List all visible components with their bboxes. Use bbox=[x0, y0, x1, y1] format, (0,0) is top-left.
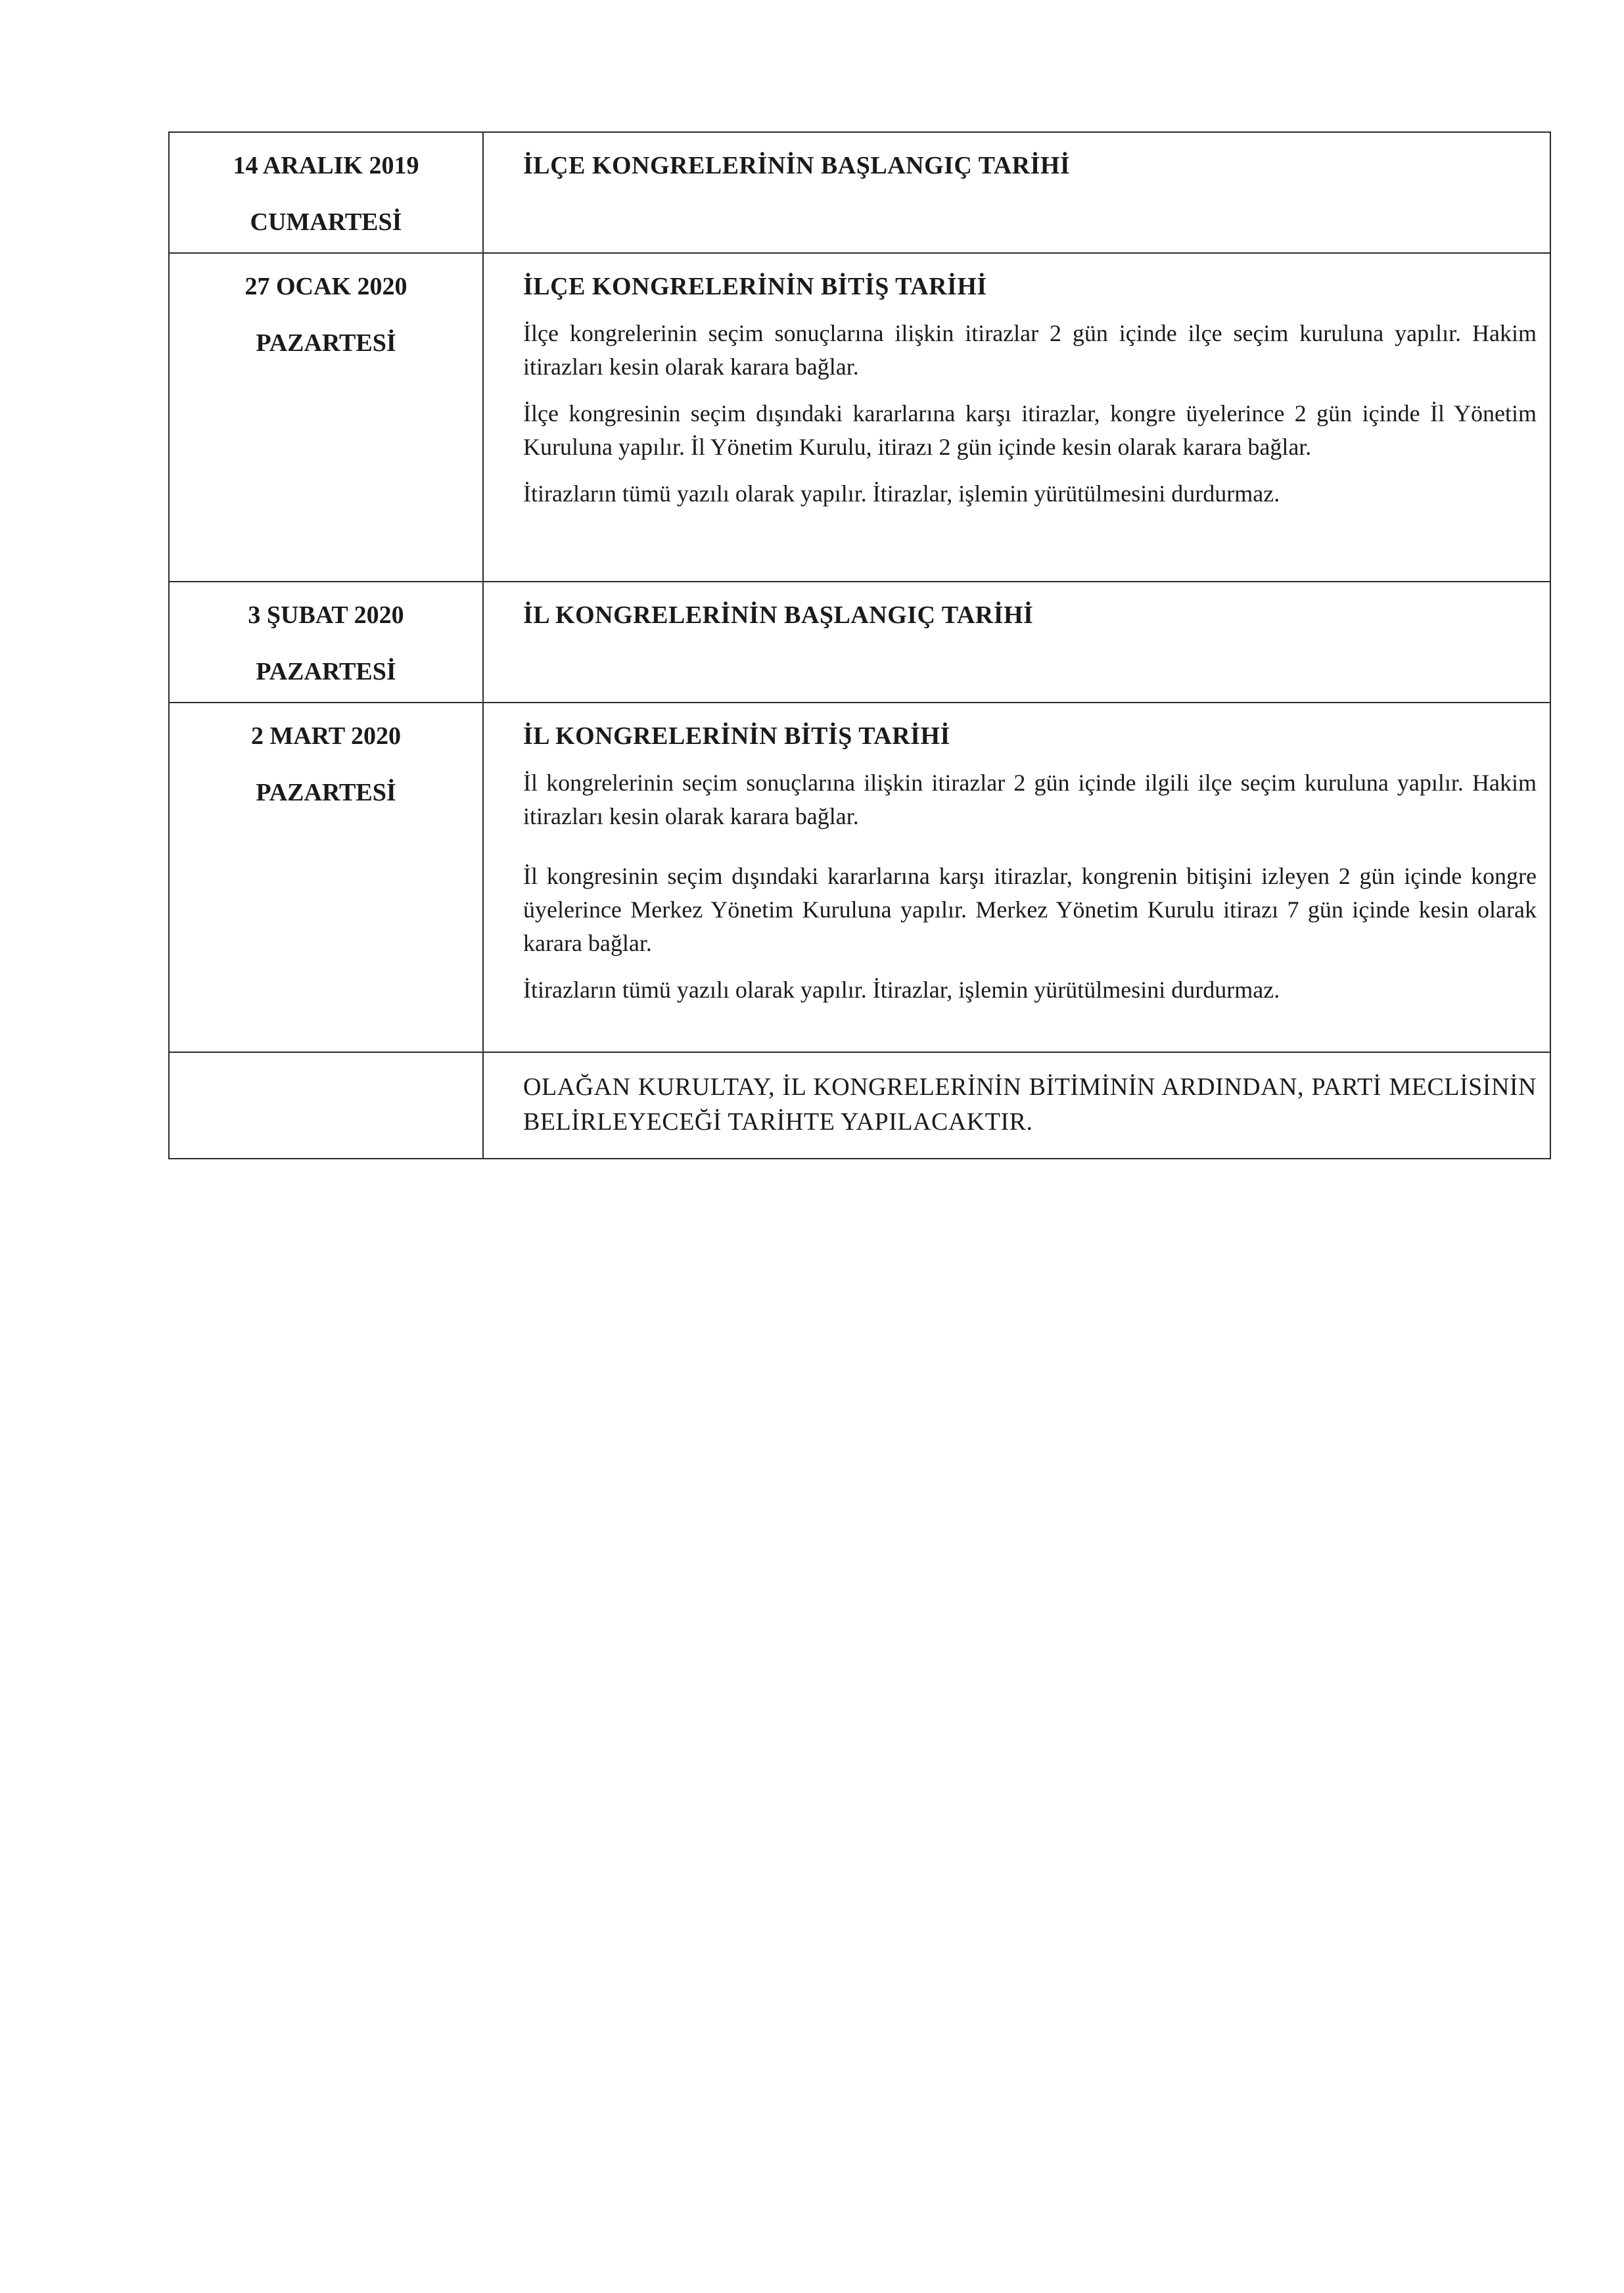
empty-date-cell bbox=[169, 1052, 483, 1159]
table-row bbox=[169, 703, 1550, 1052]
congress-schedule-table bbox=[168, 131, 1551, 1159]
date-cell bbox=[169, 582, 483, 703]
row-paragraph: İl kongrelerinin seçim sonuçlarına ilişkin itirazlar 2 gün içinde ilgili ilçe seçim kuruluna yapılır. Hakim itirazları kesin olarak karara bağlar. bbox=[523, 770, 1537, 829]
description-cell bbox=[483, 703, 1550, 1052]
row-day: PAZARTESİ bbox=[256, 779, 396, 806]
description-cell bbox=[483, 1052, 1550, 1159]
row-heading: İLÇE KONGRELERİNİN BAŞLANGIÇ TARİHİ bbox=[523, 152, 1071, 179]
final-note: OLAĞAN KURULTAY, İL KONGRELERİNİN BİTİMİNİN ARDINDAN, PARTİ MECLİSİNİN BELİRLEYECEĞİ TARİHTE YAPILACAKTIR. bbox=[523, 1073, 1537, 1136]
row-date: 14 ARALIK 2019 bbox=[233, 152, 419, 179]
description-cell bbox=[483, 582, 1550, 703]
row-heading: İL KONGRELERİNİN BİTİŞ TARİHİ bbox=[523, 722, 950, 750]
date-cell bbox=[169, 132, 483, 253]
row-heading: İL KONGRELERİNİN BAŞLANGIÇ TARİHİ bbox=[523, 601, 1034, 629]
row-paragraph: İl kongresinin seçim dışındaki kararlarına karşı itirazlar, kongrenin bitişini izleyen 2 gün içinde kongre üyelerince Merkez Yönetim Kuruluna yapılır. Merkez Yönetim Kurulu itirazı 7 gün içinde kesin olarak karara bağlar. bbox=[523, 863, 1537, 956]
row-paragraph: İtirazların tümü yazılı olarak yapılır. İtirazlar, işlemin yürütülmesini durdurmaz. bbox=[523, 977, 1280, 1003]
row-day: PAZARTESİ bbox=[256, 658, 396, 685]
row-paragraph: İtirazların tümü yazılı olarak yapılır. İtirazlar, işlemin yürütülmesini durdurmaz. bbox=[523, 480, 1280, 507]
date-cell bbox=[169, 253, 483, 582]
row-paragraph: İlçe kongresinin seçim dışındaki kararlarına karşı itirazlar, kongre üyelerince 2 gün içinde İl Yönetim Kuruluna yapılır. İl Yönetim Kurulu, itirazı 2 gün içinde kesin olarak karara bağlar. bbox=[523, 400, 1537, 460]
row-paragraph: İlçe kongrelerinin seçim sonuçlarına ilişkin itirazlar 2 gün içinde ilçe seçim kuruluna yapılır. Hakim itirazları kesin olarak karara bağlar. bbox=[523, 320, 1537, 380]
table-row bbox=[169, 582, 1550, 703]
row-heading: İLÇE KONGRELERİNİN BİTİŞ TARİHİ bbox=[523, 273, 987, 300]
row-day: CUMARTESİ bbox=[250, 208, 402, 236]
date-cell bbox=[169, 703, 483, 1052]
row-date: 2 MART 2020 bbox=[250, 722, 402, 750]
description-cell bbox=[483, 253, 1550, 582]
table-row bbox=[169, 253, 1550, 582]
table-row bbox=[169, 132, 1550, 253]
row-date: 3 ŞUBAT 2020 bbox=[248, 601, 404, 629]
row-date: 27 OCAK 2020 bbox=[244, 273, 407, 300]
description-cell bbox=[483, 132, 1550, 253]
row-day: PAZARTESİ bbox=[256, 329, 396, 357]
table-row bbox=[169, 1052, 1550, 1159]
